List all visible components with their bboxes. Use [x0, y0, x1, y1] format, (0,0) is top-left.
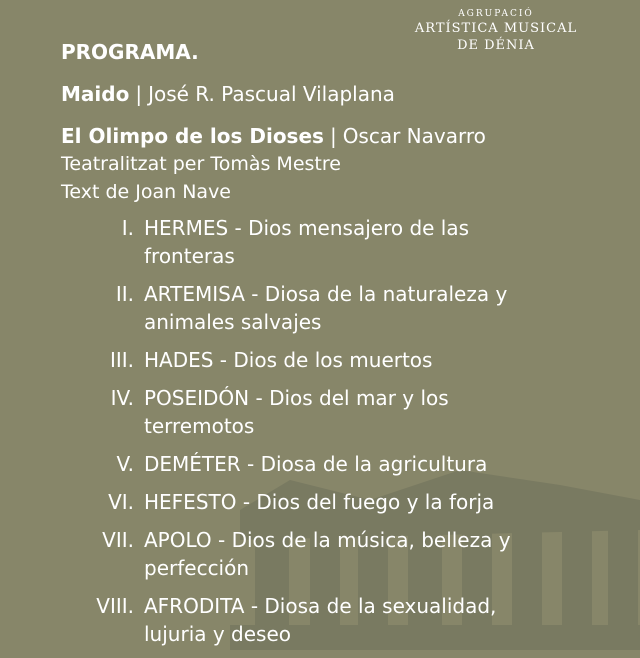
movement-text: AFRODITA - Diosa de la sexualidad, lujuria y deseo — [144, 594, 497, 646]
piece-separator: | — [329, 124, 337, 148]
logo-line-1: AGRUPACIÓ — [458, 9, 534, 19]
movement-text: HEFESTO - Dios del fuego y la forja — [144, 490, 495, 514]
piece-separator: | — [135, 82, 143, 106]
piece-title: Maido — [61, 82, 130, 106]
movement-number: VIII. — [96, 594, 134, 618]
movement-text: DEMÉTER - Diosa de la agricultura — [144, 452, 488, 476]
movement-item — [61, 450, 554, 478]
movement-number: II. — [115, 282, 134, 306]
note-text-author: Text de Joan Nave — [61, 181, 231, 203]
movement-number: III. — [109, 348, 134, 372]
movement-number: VII. — [102, 528, 134, 552]
piece-composer: José R. Pascual Vilaplana — [148, 82, 395, 106]
movement-item — [61, 488, 554, 516]
movement-item — [61, 526, 554, 582]
piece-title: El Olimpo de los Dioses — [61, 124, 324, 148]
note-staging: Teatralitzat per Tomàs Mestre — [61, 153, 341, 175]
logo-line-2: ARTÍSTICA MUSICAL — [414, 21, 578, 36]
movement-text: ARTEMISA - Diosa de la naturaleza y animales salvajes — [144, 282, 508, 334]
movement-text: APOLO - Dios de la música, belleza y perfección — [144, 528, 511, 580]
movement-number: VI. — [108, 490, 134, 514]
movement-item — [61, 280, 554, 336]
piece-olimpo — [61, 122, 621, 150]
movement-number: I. — [121, 216, 134, 240]
movement-text: POSEIDÓN - Dios del mar y los terremotos — [144, 386, 449, 438]
movement-text: HADES - Dios de los muertos — [144, 348, 433, 372]
movement-number: V. — [116, 452, 134, 476]
movement-text: HERMES - Dios mensajero de las fronteras — [144, 216, 470, 268]
movement-item — [61, 214, 554, 270]
movement-number: IV. — [110, 386, 134, 410]
movement-list — [61, 214, 621, 648]
program-heading: PROGRAMA. — [61, 40, 199, 64]
program-content — [61, 38, 621, 658]
piece-composer: Oscar Navarro — [342, 124, 486, 148]
piece-maido — [61, 80, 621, 108]
movement-item — [61, 384, 554, 440]
movement-item — [61, 346, 554, 374]
logo-line-3: DE DÉNIA — [457, 38, 535, 53]
